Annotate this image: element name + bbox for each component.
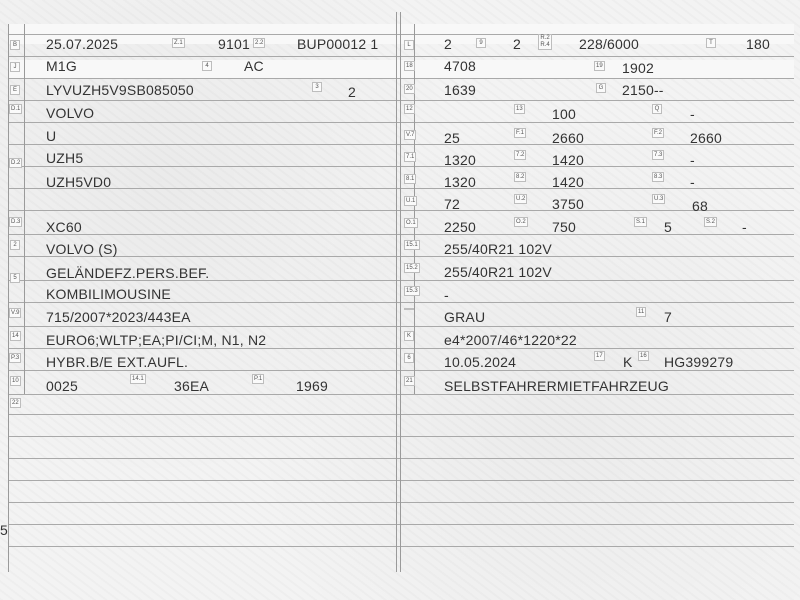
field-code-15-2: 15.2 [406,265,418,271]
rule-line [8,502,794,503]
column-divider [24,24,25,394]
field-code-L: L [404,40,414,50]
field-code-P1: P.1 [254,376,263,382]
rule-line [8,144,794,145]
rule-line [8,210,794,211]
field-code-20: 20 [406,86,413,92]
type-line-2: UZH5 [46,150,84,166]
field-code-9: 9 [476,38,486,48]
emission-code: 36EA [174,378,210,394]
field-code-K: K [404,331,414,341]
rule-line [8,56,794,57]
field-code-8-1: 8.1 [406,176,415,182]
vin-number: LYVUZH5V9SB085050 [46,82,194,98]
field-code-13: 13 [516,106,523,112]
axle-count: 2 [444,36,452,52]
field-code-14: 14 [12,333,19,339]
field-code-18: 18 [406,63,413,69]
field-code-8-3: 8.3 [654,174,663,180]
field-code-4: 4 [202,61,212,71]
rule-line [8,188,794,189]
rule-line [8,348,794,349]
rule-line [8,166,794,167]
field-code-Q: Q [652,104,662,114]
vin-check-digit: 2 [348,84,356,100]
field-code-V7: V.7 [406,132,415,138]
field-code-7-2: 7.2 [516,152,525,158]
field-code-S1: S.1 [636,219,646,225]
field-code-U1: U.1 [406,198,416,204]
manufacturer-code: 0025 [46,378,78,394]
axle-load-permitted-3: - [690,174,695,190]
type-approval-number: e4*2007/46*1220*22 [444,332,577,348]
field-code-T: T [706,38,716,48]
model-name: XC60 [46,219,82,235]
driving-noise: 68 [692,198,708,214]
rule-line [8,100,794,101]
field-code-Z1: Z.1 [174,40,183,46]
engine-displacement: 1969 [296,378,328,394]
axle-load-1: 1320 [444,152,476,168]
field-code-S2: S.2 [706,219,716,225]
column-divider [396,12,397,572]
field-code-G: G [596,83,606,93]
field-code-Z2: 2.2 [255,40,264,46]
field-code-7-1: 7.1 [406,154,415,160]
rule-line [8,122,794,123]
field-code-P3: P.3 [11,355,20,361]
rule-line [8,256,794,257]
trailer-load-unbraked: 750 [552,219,576,235]
field-code-14-1: 14.1 [132,376,144,382]
field-code-11: 11 [638,309,645,315]
type-line-3: UZH5VD0 [46,174,112,190]
max-mass-technical: 2660 [552,130,584,146]
field-code-6: 6 [404,353,414,363]
power-weight-ratio: - [690,106,695,122]
rule-line [8,394,794,395]
rule-line [8,458,794,459]
type-approval-date: 10.05.2024 [444,354,517,370]
max-speed: 180 [746,36,770,52]
max-mass-permitted: 2660 [690,130,722,146]
field-code-19: 19 [596,63,603,69]
field-code-15-1: 15.1 [406,242,418,248]
field-code-16: 16 [640,353,647,359]
axle-load-permitted-1: 1320 [444,174,476,190]
edge-mark: 5 [0,522,8,538]
axle-load-2: 1420 [552,152,584,168]
rule-line [8,78,794,79]
field-code-B: B [10,40,20,50]
emission-regulation: 715/2007*2023/443EA [46,309,191,325]
field-code-15-3: 15.3 [406,288,418,294]
power-rpm: 228/6000 [579,36,639,52]
field-code-5: 5 [10,273,20,283]
rule-line [8,234,794,235]
rule-line [8,302,794,303]
field-code-22: 22 [12,400,19,406]
rule-line [8,524,794,525]
body-code: AC [244,58,264,74]
field-code-F2: F.2 [654,130,663,136]
registration-date: 25.07.2025 [46,36,119,52]
length: 4708 [444,58,476,74]
field-code-J: J [10,62,20,72]
rule-line [8,436,794,437]
field-code-21: 21 [406,378,413,384]
noise-rpm: 3750 [552,196,584,212]
vehicle-class: M1G [46,58,77,74]
field-code-U2: U.2 [516,196,526,202]
co2-value: 25 [444,130,460,146]
field-code-E: E [10,85,20,95]
driven-axles: 2 [513,36,521,52]
tyres-axle-2: 255/40R21 102V [444,264,552,280]
width: 1902 [622,60,654,76]
empty-mass: 2150-- [622,82,664,98]
field-code-7-3: 7.3 [654,152,663,158]
column-divider [414,24,415,394]
field-code-12: 12 [406,106,413,112]
field-code-10: 10 [12,378,19,384]
field-z1-value: 9101 [218,36,250,52]
row-highlight [8,60,794,78]
field-code-U3: U.3 [654,196,664,202]
field-code-R2R4: R.2 R.4 [538,34,552,50]
field-code-V9: V.9 [11,310,20,316]
type-line-1: U [46,128,57,144]
vehicle-type-line-2: KOMBILIMOUSINE [46,286,171,302]
standing-noise: 72 [444,196,460,212]
field-code-17: 17 [596,353,603,359]
rule-line [8,34,794,35]
axle-load-3: - [690,152,695,168]
remarks: SELBSTFAHRERMIETFAHRZEUG [444,378,669,394]
emission-class: EURO6;WLTP;EA;PI/CI;M, N1, N2 [46,332,267,348]
trailer-load-braked: 2250 [444,219,476,235]
colour-code: 7 [664,309,672,325]
field-code-R [404,308,414,310]
column-divider [400,12,401,572]
field-code-O2: O.2 [516,219,526,225]
make: VOLVO [46,105,95,121]
field-code-D1: D.1 [11,106,21,112]
field-17-value: K [623,354,633,370]
field-code-D3: D.3 [11,219,21,225]
tyres-axle-3: - [444,287,449,303]
field-code-O1: O.1 [406,220,416,226]
manufacturer: VOLVO (S) [46,241,118,257]
rule-line [8,546,794,547]
field-code-3: 3 [312,82,322,92]
rule-line [8,414,794,415]
support-load: 100 [552,106,576,122]
fuel-type: HYBR.B/E EXT.AUFL. [46,354,189,370]
tyres-axle-1: 255/40R21 102V [444,241,552,257]
rule-line [8,326,794,327]
axle-load-permitted-2: 1420 [552,174,584,190]
seats: 5 [664,219,672,235]
field-code-8-2: 8.2 [516,174,525,180]
standing-places: - [742,219,747,235]
rule-line [8,370,794,371]
vehicle-type-line-1: GELÄNDEFZ.PERS.BEF. [46,265,210,281]
field-code-D2: D.2 [11,160,21,166]
field-code-F1: F.1 [516,130,525,136]
document-number: HG399279 [664,354,734,370]
colour: GRAU [444,309,486,325]
rule-line [8,480,794,481]
height: 1639 [444,82,476,98]
field-code-2: 2 [10,240,20,250]
field-z2-value: BUP00012 1 [297,36,379,52]
